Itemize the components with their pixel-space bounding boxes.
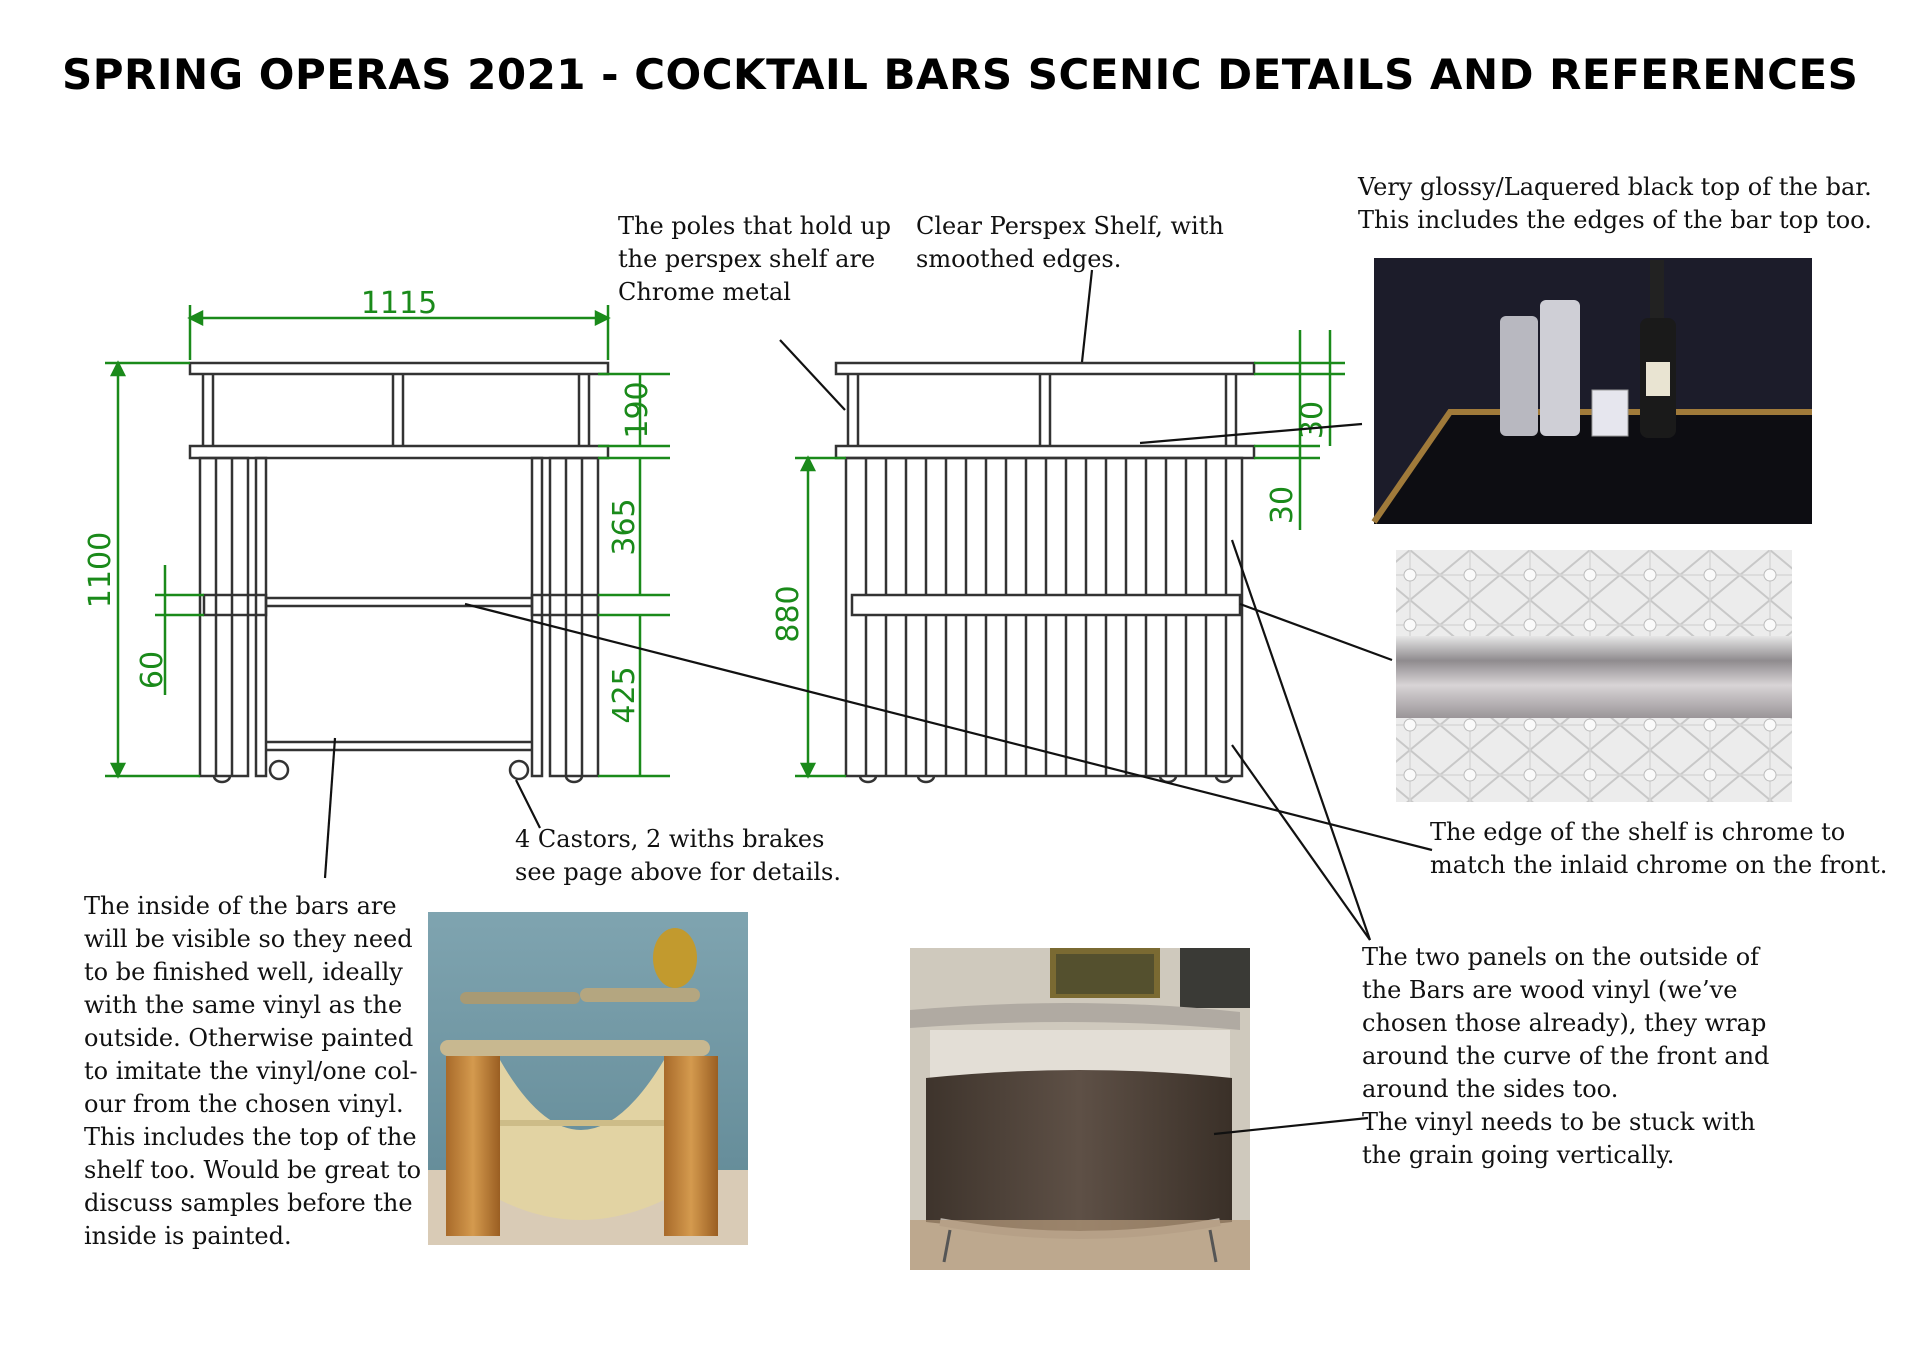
dim-front-height: 880	[771, 585, 806, 643]
dim-band: 60	[135, 650, 170, 690]
dim-height: 1100	[83, 531, 118, 609]
vertical-slats	[866, 458, 1226, 776]
dim-shelf-thickness: 30	[1295, 400, 1330, 440]
glossy-top-photo	[1374, 258, 1812, 524]
right-bar-drawing	[836, 363, 1254, 782]
dim-lower-section: 425	[607, 666, 642, 724]
page-title: SPRING OPERAS 2021 - COCKTAIL BARS SCENIC DETAILS AND REFERENCES	[62, 50, 1859, 99]
note-inside: The inside of the bars are will be visible so they need to be finished well, ideally with the same vinyl as the outside. Otherwise painted to imitate the vinyl/one col- our from the chosen vinyl. This includes the top of the shelf too. Would be great to discuss samples before the inside is painted.	[84, 892, 422, 1250]
dim-shelf-height: 190	[620, 381, 655, 439]
dim-upper-section: 365	[607, 498, 642, 556]
left-bar-drawing	[190, 363, 608, 782]
note-perspex: Clear Perspex Shelf, with smoothed edges.	[916, 212, 1224, 273]
left-dimensions	[105, 305, 670, 776]
chrome-edge-photo	[1396, 550, 1792, 802]
note-chrome-edge: The edge of the shelf is chrome to match the inlaid chrome on the front.	[1430, 818, 1888, 879]
note-panels: The two panels on the outside of the Bars are wood vinyl (we’ve chosen those already), they wrap around the curve of the front and around the sides too. The vinyl needs to be stuck with the grain going vertically.	[1362, 943, 1770, 1169]
dim-top-thickness: 30	[1265, 485, 1300, 525]
note-glossy-top: Very glossy/Laquered black top of the bar. This includes the edges of the bar top too.	[1358, 173, 1872, 234]
note-poles: The poles that hold up the perspex shelf are Chrome metal	[618, 212, 892, 306]
wooden-bar-photo	[428, 912, 748, 1245]
dim-width: 1115	[360, 286, 438, 321]
dark-bar-photo	[910, 948, 1250, 1270]
note-castors: 4 Castors, 2 withs brakes see page above for details.	[515, 825, 841, 886]
